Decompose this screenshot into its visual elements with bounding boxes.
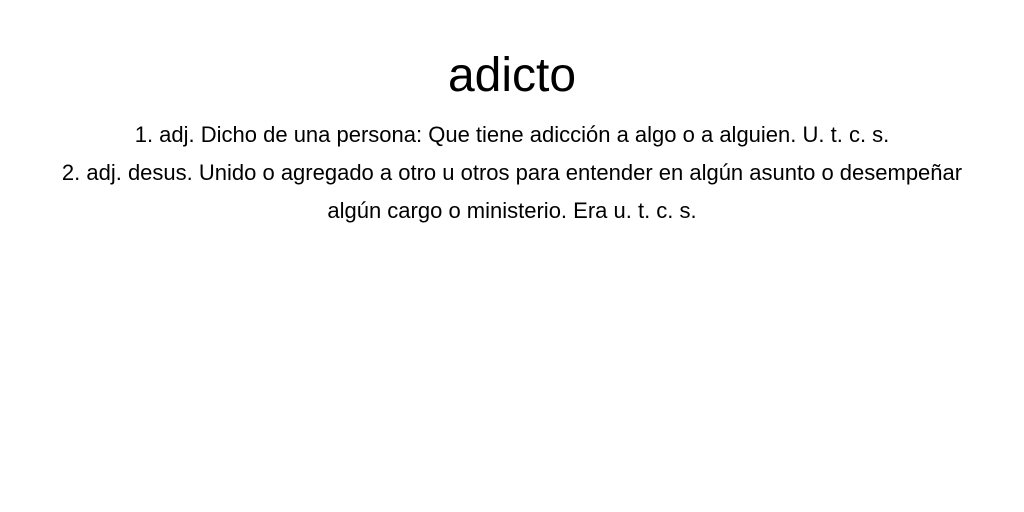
definition-item: 2. adj. desus. Unido o agregado a otro u otros para entender en algún asunto o desempeñar algún cargo o ministerio. Era u. t. c. s.	[61, 160, 963, 223]
definition-list	[60, 116, 964, 230]
definition-item: 1. adj. Dicho de una persona: Que tiene adicción a algo o a alguien. U. t. c. s.	[134, 122, 890, 147]
entry-word: adicto	[447, 49, 577, 102]
